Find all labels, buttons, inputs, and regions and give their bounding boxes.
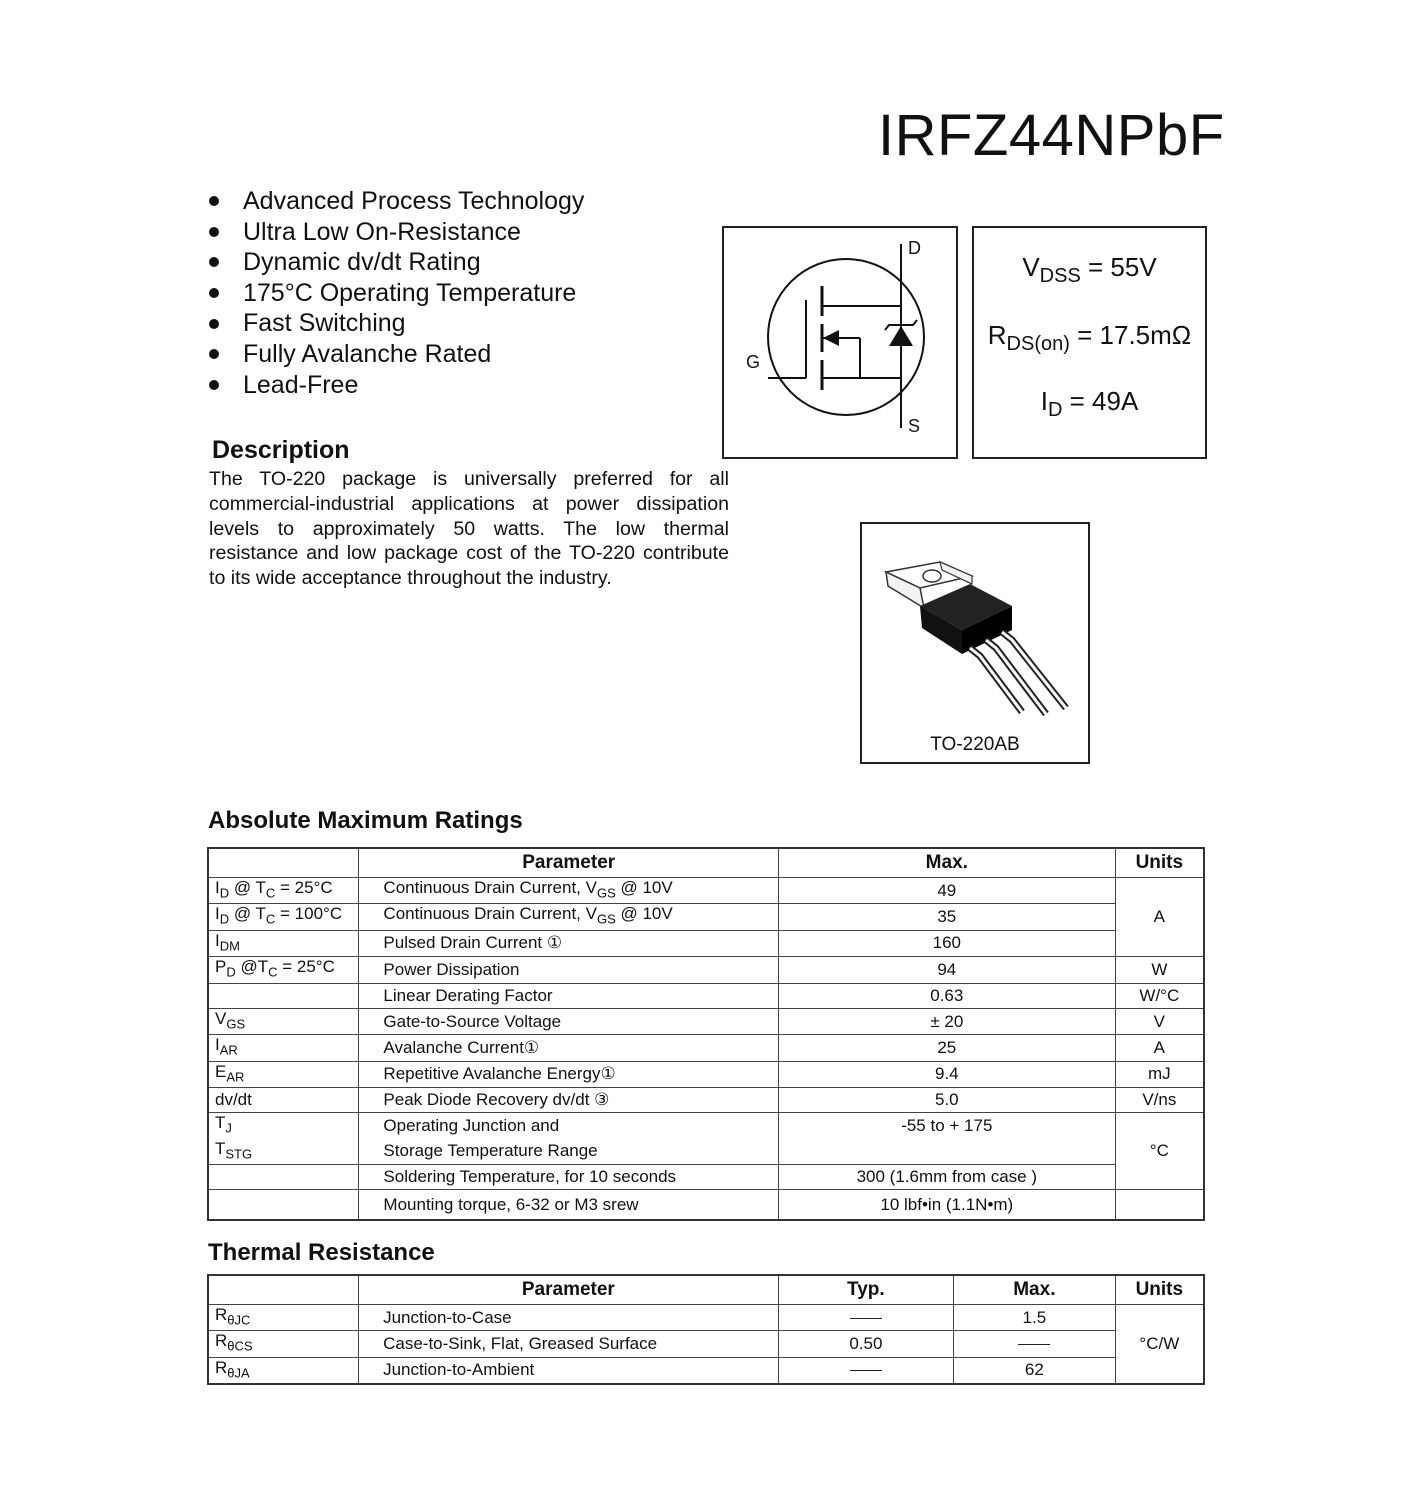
thermal-heading: Thermal Resistance (208, 1239, 435, 1266)
dash-icon (850, 1370, 882, 1371)
table-row (208, 1190, 1204, 1221)
table-row (208, 1139, 1204, 1165)
units-cell: V/ns (1115, 1088, 1204, 1113)
max-cell: 10 lbf•in (1.1N•m) (778, 1190, 1115, 1221)
max-cell: 5.0 (778, 1088, 1115, 1113)
parameter-cell: Peak Diode Recovery dv/dt ③ (359, 1088, 779, 1113)
max-cell: 1.5 (954, 1305, 1116, 1331)
parameter-cell: Linear Derating Factor (359, 983, 779, 1008)
list-item: Fast Switching (206, 308, 584, 339)
header-symbol (208, 848, 359, 878)
id-spec: $I_D = 49A$ (1040, 386, 1139, 421)
dash-icon (1018, 1344, 1050, 1345)
table-row (208, 983, 1204, 1008)
header-parameter: Parameter (359, 848, 779, 878)
parameter-cell: Operating Junction and (359, 1113, 779, 1139)
parameter-cell: Storage Temperature Range (359, 1139, 779, 1165)
table-header-row (208, 848, 1204, 878)
table-row (208, 1061, 1204, 1087)
header-max: Max. (954, 1275, 1116, 1305)
package-label: TO-220AB (930, 734, 1020, 755)
symbol-cell: $I_{DM}$ (208, 930, 359, 956)
symbol-cell: $T_J$ (208, 1113, 359, 1139)
table-row (208, 1357, 1204, 1384)
max-cell: 0.63 (778, 983, 1115, 1008)
table-row (208, 1088, 1204, 1113)
units-cell: °C/W (1115, 1305, 1204, 1385)
bullet-icon (209, 380, 219, 390)
units-cell: V (1115, 1008, 1204, 1034)
parameter-cell: Continuous Drain Current, $V_{GS}$ @ 10V (359, 878, 779, 904)
header-parameter: Parameter (359, 1275, 779, 1305)
parameter-cell: Junction-to-Case (359, 1305, 779, 1331)
table-row (208, 1008, 1204, 1034)
symbol-cell (208, 983, 359, 1008)
bullet-icon (209, 349, 219, 359)
symbol-cell (208, 1165, 359, 1190)
thermal-table (207, 1274, 1205, 1385)
parameter-cell: Mounting torque, 6-32 or M3 srew (359, 1190, 779, 1221)
to220-package-image (862, 524, 1088, 724)
feature-list (206, 186, 584, 400)
table-header-row (208, 1275, 1204, 1305)
table-row (208, 1165, 1204, 1190)
max-cell: 160 (778, 930, 1115, 956)
symbol-cell (208, 1190, 359, 1221)
max-cell: -55 to + 175 (778, 1113, 1115, 1139)
table-row (208, 1035, 1204, 1061)
header-units: Units (1115, 1275, 1204, 1305)
list-item: Lead-Free (206, 370, 584, 401)
max-cell: 94 (778, 957, 1115, 983)
symbol-cell: $T_{STG}$ (208, 1139, 359, 1165)
bullet-icon (209, 196, 219, 206)
bullet-icon (209, 257, 219, 267)
units-cell (1115, 1190, 1204, 1221)
gate-label: G (746, 352, 761, 372)
units-cell: A (1115, 878, 1204, 957)
units-cell: W (1115, 957, 1204, 983)
symbol-cell: $R_{\theta CS}$ (208, 1331, 359, 1357)
header-units: Units (1115, 848, 1204, 878)
list-item: Fully Avalanche Rated (206, 339, 584, 370)
symbol-cell: $R_{\theta JA}$ (208, 1357, 359, 1384)
table-row (208, 930, 1204, 956)
table-row (208, 1113, 1204, 1139)
symbol-cell: $R_{\theta JC}$ (208, 1305, 359, 1331)
list-item: Dynamic dv/dt Rating (206, 247, 584, 278)
units-cell: A (1115, 1035, 1204, 1061)
dash-icon (850, 1318, 882, 1319)
max-cell: 300 (1.6mm from case ) (778, 1165, 1115, 1190)
table-row (208, 1331, 1204, 1357)
table-row (208, 878, 1204, 904)
parameter-cell: Soldering Temperature, for 10 seconds (359, 1165, 779, 1190)
symbol-cell: $I_{AR}$ (208, 1035, 359, 1061)
table-row (208, 957, 1204, 983)
typ-cell: 0.50 (778, 1331, 953, 1357)
units-cell: W/°C (1115, 983, 1204, 1008)
parameter-cell: Junction-to-Ambient (359, 1357, 779, 1384)
max-cell: 49 (778, 878, 1115, 904)
header-symbol (208, 1275, 359, 1305)
max-cell (954, 1331, 1116, 1357)
symbol-cell: $P_D$ $@T_C = 25^\circ C$ (208, 957, 359, 983)
symbol-cell: $E_{AR}$ (208, 1061, 359, 1087)
parameter-cell: Repetitive Avalanche Energy① (359, 1061, 779, 1087)
description-heading: Description (212, 436, 350, 464)
parameter-cell: Power Dissipation (359, 957, 779, 983)
abs-max-heading: Absolute Maximum Ratings (208, 807, 523, 834)
bullet-icon (209, 227, 219, 237)
abs-max-table (207, 847, 1205, 1221)
mosfet-symbol-icon (724, 228, 956, 457)
max-cell (778, 1139, 1115, 1165)
parameter-cell: Gate-to-Source Voltage (359, 1008, 779, 1034)
symbol-cell: $I_D$ @ $T_C = 25^\circ C$ (208, 878, 359, 904)
list-item: Ultra Low On-Resistance (206, 217, 584, 248)
units-cell: °C (1115, 1113, 1204, 1190)
page-title: IRFZ44NPbF (878, 103, 1225, 168)
symbol-cell: $I_D$ @ $T_C = 100^\circ C$ (208, 904, 359, 930)
max-cell: 35 (778, 904, 1115, 930)
parameter-cell: Case-to-Sink, Flat, Greased Surface (359, 1331, 779, 1357)
max-cell: 62 (954, 1357, 1116, 1384)
bullet-icon (209, 288, 219, 298)
units-cell: mJ (1115, 1061, 1204, 1087)
max-cell: 9.4 (778, 1061, 1115, 1087)
symbol-cell: $V_{GS}$ (208, 1008, 359, 1034)
drain-label: D (908, 238, 921, 258)
header-max: Max. (778, 848, 1115, 878)
table-row (208, 904, 1204, 930)
vdss-spec: $V_{DSS} = 55V$ (1022, 252, 1157, 287)
source-label: S (908, 416, 921, 436)
bullet-icon (209, 319, 219, 329)
max-cell: 25 (778, 1035, 1115, 1061)
header-typ: Typ. (778, 1275, 953, 1305)
max-cell: ± 20 (778, 1008, 1115, 1034)
table-row (208, 1305, 1204, 1331)
list-item: 175°C Operating Temperature (206, 278, 584, 309)
rds-spec: $R_{DS(on)} = 17.5m\Omega$ (987, 320, 1192, 355)
mosfet-symbol-box (722, 226, 958, 459)
list-item: Advanced Process Technology (206, 186, 584, 217)
parameter-cell: Continuous Drain Current, $V_{GS}$ @ 10V (359, 904, 779, 930)
symbol-cell: dv/dt (208, 1088, 359, 1113)
typ-cell (778, 1357, 953, 1384)
key-specs-box (972, 226, 1207, 459)
parameter-cell: Avalanche Current① (359, 1035, 779, 1061)
package-box (860, 522, 1090, 764)
description-text: The TO-220 package is universally preferred for all commercial-industrial applications at power dissipation levels to approximately 50 watts. The low thermal resistance and low package cost of the TO-220 contribute to its wide acceptance throughout the industry. (209, 468, 729, 590)
parameter-cell: Pulsed Drain Current ① (359, 930, 779, 956)
typ-cell (778, 1305, 953, 1331)
